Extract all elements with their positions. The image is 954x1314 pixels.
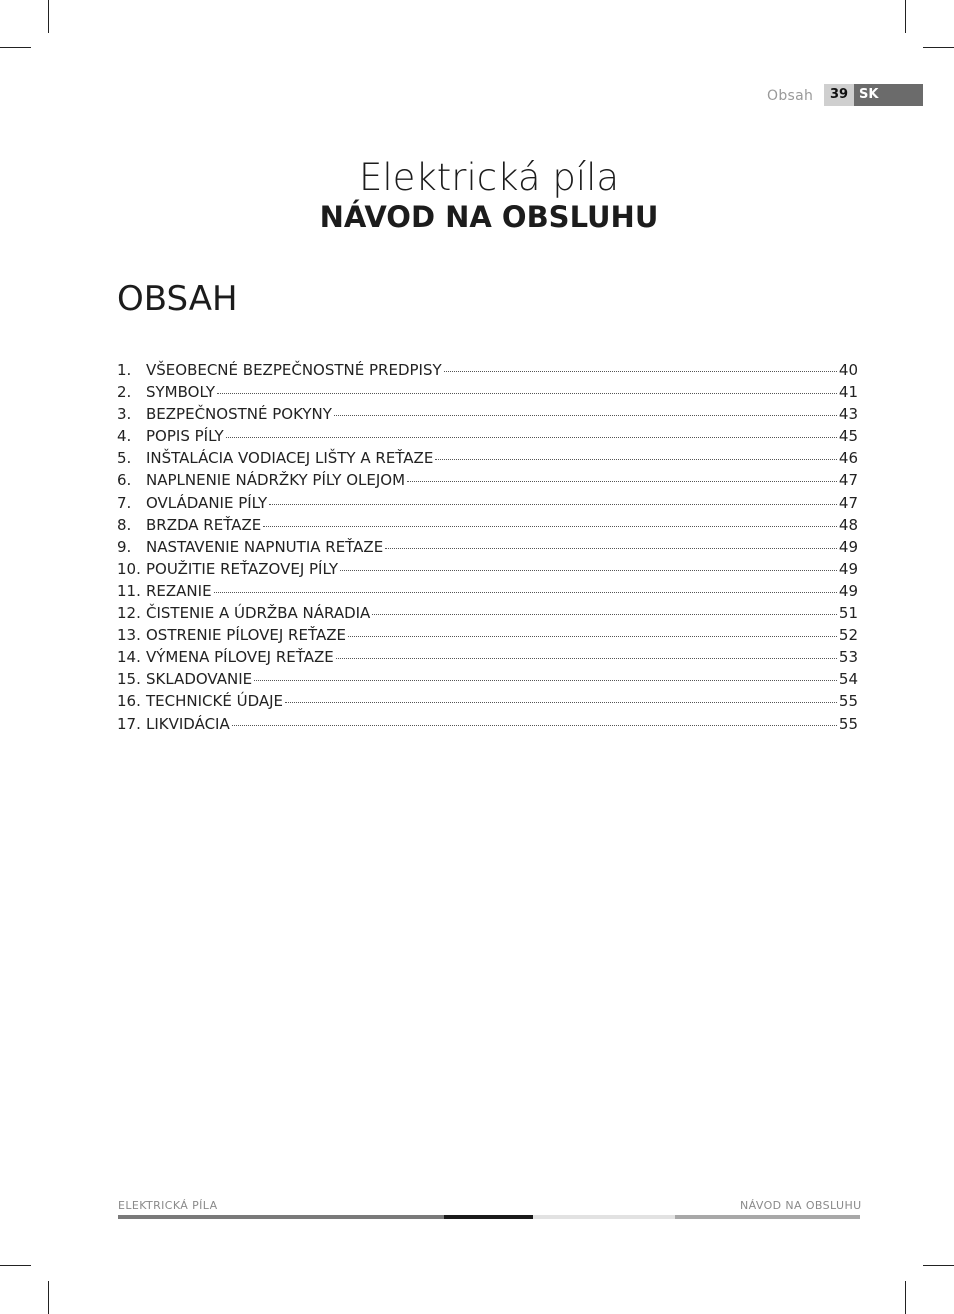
toc-entry[interactable]: [117, 361, 858, 383]
toc-entry-number: 3.: [117, 405, 132, 424]
toc-entry-page: 51: [838, 604, 858, 623]
toc-entry-leader: [232, 725, 837, 726]
toc-entry-title: REZANIE: [146, 581, 212, 600]
page-number: 39: [824, 84, 854, 106]
toc-entry-leader: [407, 481, 837, 482]
toc-entry-title: ČISTENIE A ÚDRŽBA NÁRADIA: [146, 604, 371, 623]
crop-mark: [905, 0, 906, 33]
toc-entry-page: 55: [838, 714, 858, 733]
toc-entry[interactable]: [117, 383, 858, 405]
toc-entry-title: BEZPEČNOSTNÉ POKYNY: [146, 405, 332, 424]
toc-entry-number: 11.: [117, 581, 141, 600]
toc-entry-number: 17.: [117, 714, 141, 733]
toc-entry-page: 45: [838, 427, 858, 446]
table-of-contents: [117, 361, 858, 737]
toc-entry-title: SKLADOVANIE: [146, 670, 253, 689]
toc-entry[interactable]: [117, 449, 858, 471]
toc-entry-page: 54: [838, 670, 858, 689]
toc-entry-number: 2.: [117, 383, 132, 402]
toc-entry-number: 9.: [117, 537, 132, 556]
document-subtitle: NÁVOD NA OBSLUHU: [319, 200, 659, 234]
language-badge: SK: [854, 84, 923, 106]
toc-entry-page: 43: [838, 405, 858, 424]
toc-entry-leader: [336, 658, 837, 659]
toc-entry-number: 4.: [117, 427, 132, 446]
toc-entry-number: 8.: [117, 515, 132, 534]
toc-entry-title: LIKVIDÁCIA: [146, 714, 230, 733]
crop-mark: [48, 1281, 49, 1314]
toc-entry-leader: [254, 680, 837, 681]
toc-entry-number: 6.: [117, 471, 132, 490]
toc-entry-number: 16.: [117, 692, 141, 711]
footer-bar-segment: [118, 1215, 444, 1219]
toc-entry[interactable]: [117, 670, 858, 692]
toc-entry-number: 12.: [117, 604, 141, 623]
toc-entry-number: 5.: [117, 449, 132, 468]
toc-entry-leader: [269, 504, 837, 505]
toc-entry-page: 53: [838, 648, 858, 667]
toc-entry-title: TECHNICKÉ ÚDAJE: [146, 692, 284, 711]
toc-entry-number: 1.: [117, 361, 132, 379]
toc-entry-number: 13.: [117, 626, 141, 645]
header-section-label: Obsah: [767, 88, 814, 104]
toc-entry-page: 55: [838, 692, 858, 711]
toc-entry-leader: [340, 570, 837, 571]
toc-entry-number: 14.: [117, 648, 141, 667]
footer-bar-segment: [444, 1215, 533, 1219]
toc-entry[interactable]: [117, 604, 858, 626]
toc-entry-leader: [263, 526, 837, 527]
toc-entry[interactable]: [117, 494, 858, 516]
toc-entry-title: NAPLNENIE NÁDRŽKY PÍLY OLEJOM: [146, 471, 406, 490]
toc-entry-page: 48: [838, 515, 858, 534]
toc-entry-leader: [348, 636, 837, 637]
toc-entry-title: INŠTALÁCIA VODIACEJ LIŠTY A REŤAZE: [146, 449, 434, 468]
toc-entry-leader: [217, 393, 837, 394]
crop-mark: [0, 47, 31, 48]
crop-mark: [923, 47, 954, 48]
toc-entry[interactable]: [117, 538, 858, 560]
toc-entry-title: POPIS PÍLY: [146, 427, 224, 446]
document-title: Elektrická píla: [358, 156, 620, 199]
footer-product-name: ELEKTRICKÁ PÍLA: [118, 1199, 218, 1212]
toc-entry-page: 49: [838, 537, 858, 556]
toc-entry-title: SYMBOLY: [146, 383, 215, 402]
toc-entry-title: POUŽITIE REŤAZOVEJ PÍLY: [146, 559, 339, 578]
toc-entry-title: OVLÁDANIE PÍLY: [146, 493, 268, 512]
toc-entry[interactable]: [117, 405, 858, 427]
toc-entry-leader: [435, 459, 837, 460]
toc-entry-title: VŠEOBECNÉ BEZPEČNOSTNÉ PREDPISY: [146, 361, 442, 379]
crop-mark: [905, 1281, 906, 1314]
crop-mark: [0, 1265, 31, 1266]
toc-entry-page: 49: [838, 559, 858, 578]
crop-mark: [48, 0, 49, 33]
toc-entry-title: VÝMENA PÍLOVEJ REŤAZE: [146, 648, 334, 667]
toc-entry[interactable]: [117, 715, 858, 737]
toc-entry-leader: [285, 702, 837, 703]
toc-entry-page: 49: [838, 581, 858, 600]
toc-entry-leader: [334, 415, 837, 416]
toc-entry-leader: [214, 592, 837, 593]
toc-entry[interactable]: [117, 427, 858, 449]
toc-entry-page: 52: [838, 626, 858, 645]
footer-bar-segment: [533, 1215, 675, 1219]
toc-entry-number: 15.: [117, 670, 141, 689]
toc-entry-page: 46: [838, 449, 858, 468]
toc-entry[interactable]: [117, 582, 858, 604]
toc-entry-page: 40: [838, 361, 858, 379]
toc-heading: OBSAH: [117, 279, 238, 319]
toc-entry-leader: [372, 614, 837, 615]
toc-entry[interactable]: [117, 560, 858, 582]
toc-entry[interactable]: [117, 516, 858, 538]
toc-entry-title: OSTRENIE PÍLOVEJ REŤAZE: [146, 626, 346, 645]
toc-entry-leader: [226, 437, 837, 438]
toc-entry[interactable]: [117, 471, 858, 493]
toc-entry-title: NASTAVENIE NAPNUTIA REŤAZE: [146, 537, 384, 556]
footer-bar-segment: [675, 1215, 860, 1219]
toc-entry-leader: [444, 371, 837, 372]
toc-entry-page: 41: [838, 383, 858, 402]
toc-entry-page: 47: [838, 471, 858, 490]
toc-entry-leader: [385, 548, 837, 549]
toc-entry[interactable]: [117, 626, 858, 648]
crop-mark: [923, 1265, 954, 1266]
toc-entry[interactable]: [117, 648, 858, 670]
footer-document-type: NÁVOD NA OBSLUHU: [740, 1199, 862, 1212]
toc-entry-title: BRZDA REŤAZE: [146, 515, 262, 534]
toc-entry-page: 47: [838, 493, 858, 512]
toc-entry[interactable]: [117, 692, 858, 714]
toc-entry-number: 7.: [117, 493, 132, 512]
toc-entry-number: 10.: [117, 559, 141, 578]
